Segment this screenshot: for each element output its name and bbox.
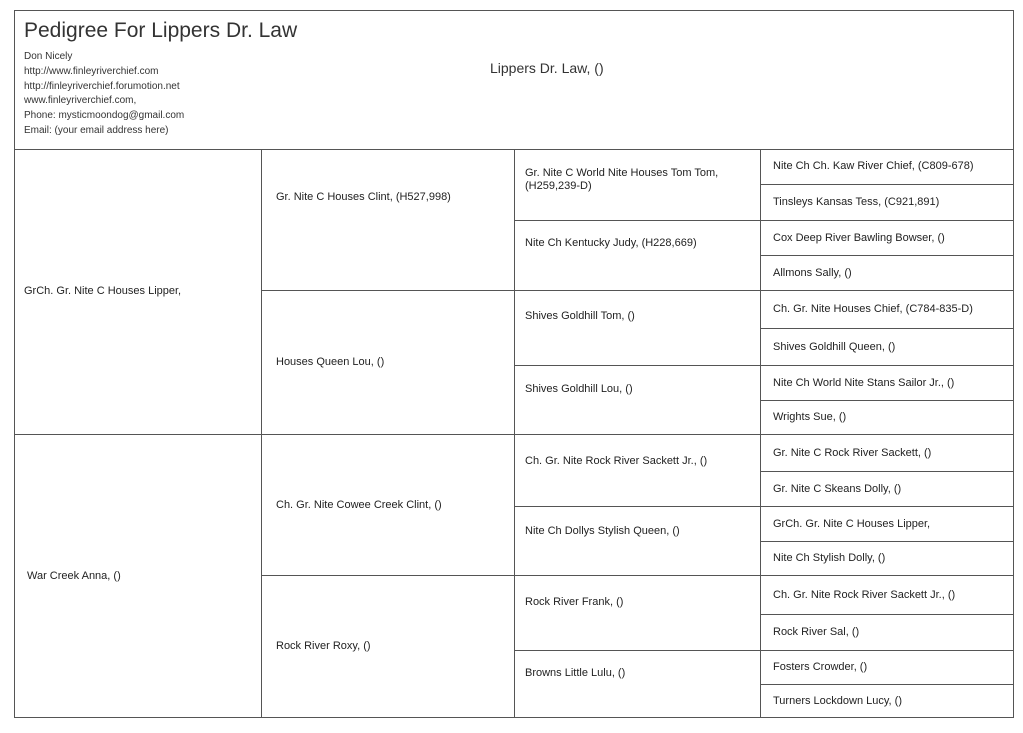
gen3-cell: Nite Ch Kentucky Judy, (H228,669) — [515, 221, 761, 291]
gen4-cell: Cox Deep River Bawling Bowser, () — [761, 221, 1013, 256]
gen4-cell: Ch. Gr. Nite Houses Chief, (C784-835-D) — [761, 291, 1013, 329]
gen3-cell: Nite Ch Dollys Stylish Queen, () — [515, 507, 761, 576]
gen4-cell: Nite Ch Stylish Dolly, () — [761, 542, 1013, 576]
gen4-cell: GrCh. Gr. Nite C Houses Lipper, — [761, 507, 1013, 542]
gen4-cell: Nite Ch World Nite Stans Sailor Jr., () — [761, 366, 1013, 401]
gen4-cell: Gr. Nite C Rock River Sackett, () — [761, 435, 1013, 472]
gen3-cell: Browns Little Lulu, () — [515, 651, 761, 717]
gen2-cell: Rock River Roxy, () — [262, 576, 515, 717]
gen3-cell: Ch. Gr. Nite Rock River Sackett Jr., () — [515, 435, 761, 507]
gen4-cell: Tinsleys Kansas Tess, (C921,891) — [761, 185, 1013, 221]
dam-cell: War Creek Anna, () — [15, 435, 262, 717]
gen4-cell: Gr. Nite C Skeans Dolly, () — [761, 472, 1013, 507]
owner-forum: http://finleyriverchief.forumotion.net — [24, 80, 180, 92]
gen4-cell: Shives Goldhill Queen, () — [761, 329, 1013, 366]
gen4-cell: Rock River Sal, () — [761, 615, 1013, 651]
subject-dog-name: Lippers Dr. Law, () — [490, 60, 604, 76]
gen4-cell: Turners Lockdown Lucy, () — [773, 694, 902, 707]
gen2-cell: Houses Queen Lou, () — [262, 291, 515, 435]
gen4-cell: Fosters Crowder, () — [761, 651, 1013, 685]
gen4-cell: Allmons Sally, () — [761, 256, 1013, 291]
gen3-cell: Gr. Nite C World Nite Houses Tom Tom, (H259,239-D) — [515, 149, 761, 221]
sire-cell: GrCh. Gr. Nite C Houses Lipper, — [15, 149, 262, 435]
pedigree-sheet — [14, 10, 1014, 718]
gen3-cell: Shives Goldhill Tom, () — [515, 291, 761, 366]
page-title: Pedigree For Lippers Dr. Law — [24, 19, 298, 42]
owner-name: Don Nicely — [24, 51, 73, 62]
gen3-cell: Shives Goldhill Lou, () — [515, 366, 761, 435]
gen2-cell: Gr. Nite C Houses Clint, (H527,998) — [262, 149, 515, 291]
gen3-cell: Rock River Frank, () — [515, 576, 761, 651]
pedigree-header — [15, 11, 1013, 150]
owner-website: http://www.finleyriverchief.com — [24, 65, 159, 77]
owner-email: Email: (your email address here) — [24, 124, 169, 136]
gen2-cell: Ch. Gr. Nite Cowee Creek Clint, () — [262, 435, 515, 576]
owner-info — [24, 50, 184, 139]
gen4-cell: Ch. Gr. Nite Rock River Sackett Jr., () — [761, 576, 1013, 615]
owner-website-alt: www.finleyriverchief.com, — [24, 95, 137, 107]
gen4-cell: Nite Ch Ch. Kaw River Chief, (C809-678) — [761, 149, 1013, 185]
gen4-cell: Wrights Sue, () — [761, 401, 1013, 435]
owner-phone: Phone: mysticmoondog@gmail.com — [24, 110, 185, 122]
